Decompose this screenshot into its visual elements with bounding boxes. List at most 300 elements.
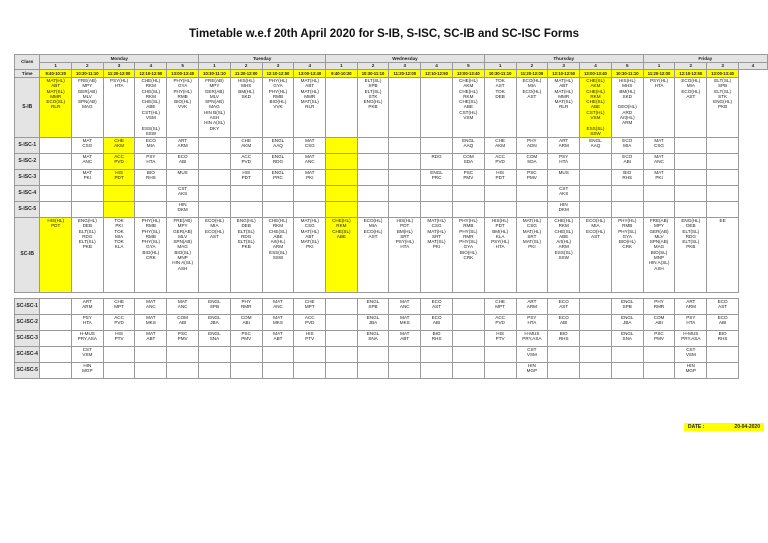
timetable-cell: [484, 347, 516, 363]
timetable-cell: [580, 299, 612, 315]
timetable-cell: [230, 363, 262, 379]
subject-code: ENGL: [271, 170, 285, 175]
subject-code: MAT(HL): [300, 228, 319, 234]
subject-code: ECO(HL): [522, 88, 542, 94]
teacher-code: SPB: [209, 304, 220, 310]
timetable-cell: [167, 186, 199, 202]
teacher-code: MMR: [558, 93, 570, 99]
timetable-cell: [548, 138, 580, 154]
timetable-cell: [548, 363, 580, 379]
timetable-cell: [199, 299, 231, 315]
period-number: 1: [199, 63, 231, 70]
timetable-cell: [167, 347, 199, 363]
teacher-code: JBA: [210, 320, 219, 326]
subject-code: ECO(HL): [363, 218, 383, 223]
period-time: 12:10-12:50: [675, 70, 707, 78]
timetable-cell: [135, 138, 167, 154]
subject-code: BM(HL): [492, 228, 509, 234]
subject-code: CHE(SL): [554, 228, 573, 234]
subject-code: TOK: [114, 228, 124, 234]
timetable-cell: [516, 202, 548, 218]
teacher-code: RHS: [558, 336, 569, 342]
subject-code: ECO(HL): [522, 78, 542, 83]
teacher-code: PKI: [306, 244, 314, 250]
teacher-code: PVD: [114, 320, 124, 326]
timetable-cell: [262, 299, 294, 315]
timetable-cell: [71, 347, 103, 363]
teacher-code: ARM: [558, 244, 569, 250]
subject-code: BIO: [432, 331, 441, 336]
subject-code: HIN: [686, 363, 695, 368]
subject-code: COM: [177, 315, 188, 320]
timetable-cell: [135, 78, 167, 138]
teacher-code: ABT: [400, 336, 410, 342]
subject-code: PHY(HL): [173, 78, 192, 83]
teacher-code: PMV: [177, 336, 188, 342]
subject-code: ECO: [717, 299, 728, 304]
subject-code: TOK: [495, 88, 505, 94]
subject-code: GER(AB): [204, 88, 224, 94]
teacher-code: VSM: [590, 115, 601, 121]
timetable-cell: [675, 202, 707, 218]
teacher-code: SPB: [368, 304, 378, 310]
timetable-cell: [611, 347, 643, 363]
teacher-code: CRK: [146, 255, 156, 261]
subject-code: ECO: [622, 138, 633, 143]
timetable-cell: [40, 138, 71, 154]
timetable-cell: [611, 331, 643, 347]
teacher-code: MIA: [591, 223, 600, 229]
teacher-code: MGP: [82, 368, 93, 374]
teacher-code: ABE: [463, 104, 473, 110]
subject-code: HIS: [242, 170, 251, 175]
teacher-code: PRY,ASA: [522, 336, 542, 342]
period-time: 12:10-12:50: [262, 70, 294, 78]
subject-code: ECO: [558, 315, 569, 320]
timetable-cell: [294, 78, 326, 138]
subject-code: HIN A(SL): [172, 260, 193, 266]
timetable-cell: [199, 315, 231, 331]
timetable-cell: [611, 315, 643, 331]
teacher-code: SKD: [241, 93, 251, 99]
timetable-cell: [548, 218, 580, 293]
timetable-cell: [40, 170, 71, 186]
teacher-code: AST: [432, 304, 442, 310]
period-time: 12:10-12:50: [135, 70, 167, 78]
teacher-code: ANC: [177, 304, 188, 310]
teacher-code: MPY: [654, 223, 664, 229]
timetable-cell: [389, 347, 421, 363]
subject-code: MAT(SL): [46, 88, 65, 94]
subject-code: PSY(HL): [649, 78, 669, 83]
teacher-code: PDT: [241, 175, 251, 181]
teacher-code: MIA: [114, 233, 124, 239]
subject-code: CHE: [304, 299, 315, 304]
subject-code: MAT: [400, 331, 410, 336]
timetable-cell: [294, 315, 326, 331]
timetable-cell: [71, 315, 103, 331]
subject-code: ECO: [145, 138, 156, 143]
period-number: 5: [452, 63, 484, 70]
timetable-cell: [516, 299, 548, 315]
teacher-code: HTA: [82, 320, 92, 326]
teacher-code: CSG: [304, 143, 315, 149]
teacher-code: ABT: [273, 336, 283, 342]
subject-code: HIS: [115, 331, 123, 336]
timetable-cell: [294, 331, 326, 347]
timetable-cell: [262, 315, 294, 331]
timetable-cell: [326, 138, 357, 154]
teacher-code: PDT: [495, 223, 505, 229]
subject-code: ECO(SL): [46, 99, 66, 105]
subject-code: ELT(SL): [714, 78, 731, 83]
timetable-cell: [675, 218, 707, 293]
timetable-cell: [294, 218, 326, 293]
timetable-cell: [71, 299, 103, 315]
teacher-code: MLV: [178, 233, 188, 239]
period-number: 2: [230, 63, 262, 70]
timetable-cell: [484, 299, 516, 315]
teacher-code: ABI: [623, 159, 631, 165]
subject-code: MAT(SL): [522, 239, 541, 245]
timetable-cell: [326, 154, 357, 170]
teacher-code: KLA: [114, 244, 124, 250]
timetable-cell: [357, 202, 389, 218]
subject-code: ECO: [622, 154, 633, 159]
timetable-cell: [294, 202, 326, 218]
subject-code: COM: [653, 315, 665, 320]
subject-code: CHE(SL): [141, 88, 161, 94]
period-number: 4: [580, 63, 612, 70]
subject-code: ECO(HL): [204, 218, 224, 223]
subject-code: MAT(HL): [427, 218, 446, 223]
subject-code: MAT(HL): [554, 88, 573, 94]
period-time: 10:30-11:10: [611, 70, 643, 78]
teacher-code: MIA: [527, 83, 536, 89]
teacher-code: ARM: [272, 244, 284, 250]
subject-code: MAT(HL): [300, 78, 319, 83]
subject-code: ART: [686, 299, 696, 304]
period-time: 11:20-12:00: [516, 70, 548, 78]
subject-code: ELT(SL): [237, 228, 255, 234]
teacher-code: DEB: [82, 223, 93, 229]
subject-code: PHY(HL): [141, 218, 161, 223]
teacher-code: PKB: [368, 104, 378, 110]
timetable-cell: [611, 186, 643, 202]
period-number: 2: [516, 63, 548, 70]
subject-code: ENGL: [462, 138, 475, 143]
teacher-code: RKM: [463, 93, 474, 99]
timetable-cell: [421, 170, 453, 186]
subject-code: PHY: [241, 299, 251, 304]
subject-code: MAT: [654, 170, 664, 175]
period-number: 4: [739, 63, 768, 70]
timetable-cell: [357, 347, 389, 363]
teacher-code: ABI: [655, 320, 663, 326]
subject-code: PSY: [82, 315, 92, 320]
teacher-code: PMV: [526, 175, 537, 181]
subject-code: COM: [526, 154, 538, 159]
timetable-cell: [643, 78, 675, 138]
timetable-cell: [103, 331, 135, 347]
teacher-code: RKM: [145, 93, 156, 99]
teacher-code: SNA: [209, 336, 220, 342]
timetable-cell: [452, 202, 484, 218]
day-header: Friday: [643, 55, 767, 63]
timetable-cell: [262, 154, 294, 170]
timetable-cell: [389, 154, 421, 170]
teacher-code: ABE: [559, 233, 569, 239]
timetable-cell: [484, 154, 516, 170]
timetable-cell: [103, 154, 135, 170]
subject-code: CHE(HL): [141, 78, 161, 83]
timetable-cell: [357, 138, 389, 154]
teacher-code: AKM: [114, 143, 125, 149]
subject-code: HIS: [496, 331, 504, 336]
timetable-cell: [516, 154, 548, 170]
timetable-cell: [452, 299, 484, 315]
teacher-code: ASH: [209, 115, 220, 121]
teacher-code: AKM: [241, 143, 252, 149]
subject-code: ESS(SL): [554, 249, 573, 255]
teacher-code: PVD: [241, 159, 251, 165]
teacher-code: CSG: [304, 223, 315, 229]
timetable-cell: [103, 202, 135, 218]
timetable-cell: [389, 331, 421, 347]
timetable-cell: [643, 363, 675, 379]
subject-code: HIN: [83, 363, 92, 368]
timetable-cell: [262, 347, 294, 363]
period-number: 1: [484, 63, 516, 70]
time-label: Time: [15, 70, 40, 78]
timetable-cell: [611, 218, 643, 293]
teacher-code: RDG: [241, 233, 252, 239]
period-number: 4: [421, 63, 453, 70]
teacher-code: MPY: [82, 83, 93, 89]
timetable-cell: [230, 186, 262, 202]
timetable-cell: [326, 347, 357, 363]
timetable-cell: [294, 170, 326, 186]
teacher-code: AST: [495, 83, 505, 89]
timetable-cell: [421, 218, 453, 293]
timetable-cell: [326, 202, 357, 218]
teacher-code: PVD: [495, 320, 505, 326]
timetable-cell: [548, 299, 580, 315]
teacher-code: PVD: [305, 320, 315, 326]
subject-code: MAT(HL): [554, 78, 573, 83]
timetable-cell: [135, 218, 167, 293]
class-name: SC-ISC-3: [15, 331, 40, 347]
timetable-cell: [611, 299, 643, 315]
teacher-code: PTV: [114, 336, 124, 342]
period-number: 3: [707, 63, 739, 70]
timetable-cell: [262, 202, 294, 218]
timetable-cell: [167, 363, 199, 379]
subject-code: PHY(HL): [173, 88, 192, 94]
period-time: 11:20-12:00: [230, 70, 262, 78]
timetable-cell: [516, 138, 548, 154]
timetable-cell: [452, 154, 484, 170]
class-name: S-ISC-5: [15, 202, 40, 218]
timetable-cell: [199, 218, 231, 293]
timetable-cell: [484, 363, 516, 379]
timetable-cell: [516, 218, 548, 293]
subject-code: HIN: [178, 202, 187, 207]
teacher-code: PMV: [654, 336, 664, 342]
class-header: Class: [15, 55, 40, 70]
teacher-code: GYA: [146, 244, 156, 250]
teacher-code: VSM: [463, 115, 474, 121]
teacher-code: SSW: [590, 130, 601, 136]
period-time: 11:20-12:00: [103, 70, 135, 78]
timetable-cell: [452, 186, 484, 202]
period-number: 5: [611, 63, 643, 70]
teacher-code: PKI: [432, 244, 441, 250]
timetable-cell: [707, 154, 739, 170]
subject-code: CHE(SL): [141, 99, 161, 105]
teacher-code: ABT: [559, 83, 569, 89]
teacher-code: MPY: [209, 83, 220, 89]
subject-code: BIO(SL): [650, 249, 668, 255]
subject-code: CHE(HL): [459, 88, 478, 94]
period-number: 1: [40, 63, 71, 70]
teacher-code: ABE: [146, 104, 156, 110]
subject-code: HIS: [115, 170, 123, 175]
teacher-code: PKI: [115, 223, 123, 229]
timetable-cell: [199, 78, 231, 138]
timetable-cell: [611, 154, 643, 170]
subject-code: EE: [719, 218, 726, 223]
subject-code: FRE(AB): [649, 218, 669, 223]
teacher-code: ABT: [305, 83, 315, 89]
timetable-cell: [357, 315, 389, 331]
teacher-code: SKD: [622, 93, 632, 99]
timetable-cell: [71, 154, 103, 170]
timetable-cell: [199, 138, 231, 154]
subject-code: ELT(SL): [714, 88, 731, 94]
timetable: [14, 54, 768, 379]
subject-code: ART: [178, 138, 188, 143]
timetable-cell: [230, 347, 262, 363]
subject-code: PHY(HL): [618, 218, 637, 223]
teacher-code: HTA: [146, 159, 156, 165]
teacher-code: RMB: [463, 223, 474, 229]
subject-code: MAT: [273, 299, 283, 304]
timetable-cell: [421, 331, 453, 347]
subject-code: ENGL: [621, 299, 634, 304]
teacher-code: MAG: [209, 104, 220, 110]
timetable-cell: [167, 202, 199, 218]
timetable-cell: [357, 170, 389, 186]
teacher-code: ASH: [654, 265, 664, 271]
teacher-code: ARM: [177, 143, 188, 149]
teacher-code: ARM: [685, 304, 696, 310]
timetable-cell: [71, 331, 103, 347]
teacher-code: ARM: [82, 304, 93, 310]
teacher-code: MLV: [209, 93, 219, 99]
timetable-cell: [71, 138, 103, 154]
timetable-cell: [580, 186, 612, 202]
timetable-cell: [103, 347, 135, 363]
timetable-cell: [675, 138, 707, 154]
timetable-cell: [326, 315, 357, 331]
teacher-code: ANC: [399, 304, 410, 310]
subject-code: PSY: [146, 154, 156, 159]
period-number: 4: [294, 63, 326, 70]
subject-code: ELT(SL): [682, 228, 700, 234]
period-time: 13:00-13:40: [707, 70, 739, 78]
timetable-cell: [135, 315, 167, 331]
subject-code: HIN B(SL): [203, 109, 225, 115]
teacher-code: MAG: [653, 244, 665, 250]
timetable-cell: [548, 170, 580, 186]
timetable-cell: [643, 218, 675, 293]
subject-code: ECO: [431, 315, 442, 320]
period-time: 12:10-12:50: [421, 70, 453, 78]
teacher-code: AKS: [178, 191, 188, 197]
timetable-cell: [357, 363, 389, 379]
day-header: Monday: [40, 55, 199, 63]
teacher-code: ARD: [622, 109, 633, 115]
class-name: S-ISC-4: [15, 186, 40, 202]
timetable-cell: [262, 186, 294, 202]
subject-code: ENGL: [208, 315, 221, 320]
teacher-code: JBA: [368, 320, 378, 326]
timetable-cell: [40, 218, 71, 293]
subject-code: CHE(HL): [554, 218, 573, 223]
teacher-code: ABE: [336, 233, 346, 239]
subject-code: HIN A(SL): [204, 120, 225, 126]
teacher-code: AAQ: [590, 143, 601, 149]
timetable-cell: [294, 363, 326, 379]
subject-code: PSC: [241, 331, 251, 336]
teacher-code: MHS: [622, 83, 633, 89]
teacher-code: GYA: [177, 83, 188, 89]
timetable-cell: [357, 186, 389, 202]
timetable-cell: [71, 170, 103, 186]
timetable-cell: [135, 299, 167, 315]
teacher-code: CSG: [526, 223, 537, 229]
subject-code: FRE(AB): [173, 218, 192, 223]
timetable-cell: [326, 299, 357, 315]
timetable-cell: [707, 315, 739, 331]
teacher-code: PRY,ASA: [77, 336, 97, 342]
timetable-cell: [199, 186, 231, 202]
timetable-cell: [421, 138, 453, 154]
period-number: 1: [326, 63, 357, 70]
day-header: Thursday: [484, 55, 643, 63]
timetable-cell: [484, 170, 516, 186]
subject-code: Art(HL): [556, 239, 572, 245]
teacher-code: ARM: [558, 143, 569, 149]
timetable-cell: [707, 218, 739, 293]
teacher-code: ARM: [622, 120, 633, 126]
subject-code: ACC: [114, 154, 124, 159]
timetable-cell: [389, 138, 421, 154]
teacher-code: MPY: [177, 223, 188, 229]
subject-code: MAT: [273, 315, 283, 320]
teacher-code: RHS: [717, 336, 728, 342]
subject-code: ENGL: [621, 331, 634, 336]
teacher-code: MLV: [654, 233, 664, 239]
timetable-cell: [357, 154, 389, 170]
teacher-code: MPT: [304, 304, 315, 310]
timetable-cell: [548, 154, 580, 170]
subject-code: ACC: [495, 315, 505, 320]
date-label: DATE :: [688, 424, 705, 430]
timetable-cell: [389, 202, 421, 218]
subject-code: BIO(SL): [174, 249, 191, 255]
